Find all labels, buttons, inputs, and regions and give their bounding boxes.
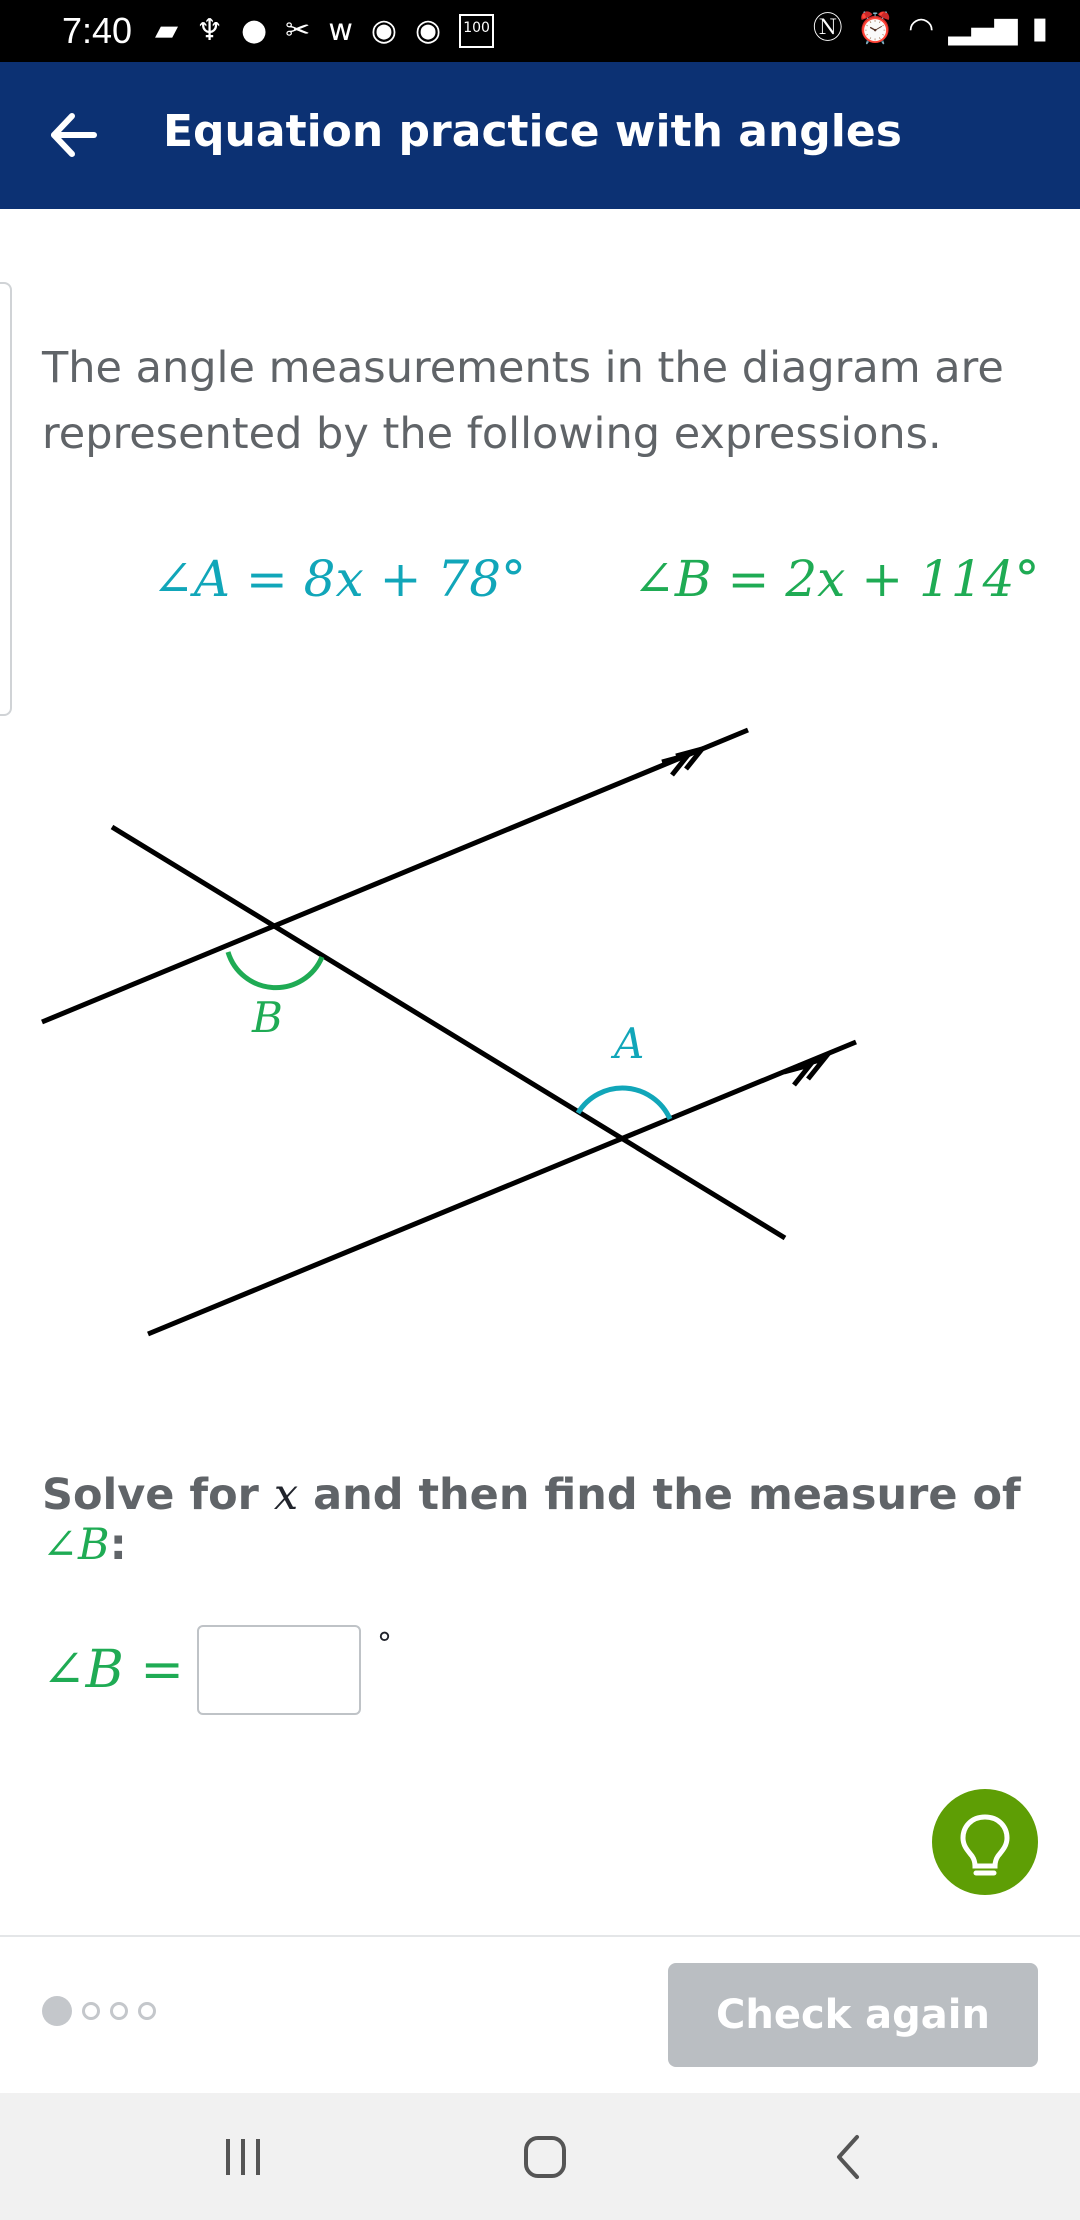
check-again-button[interactable]: Check again bbox=[668, 1963, 1038, 2067]
expression-angle-a: ∠A = 8x + 78° bbox=[152, 550, 526, 608]
progress-indicator bbox=[42, 1996, 156, 2026]
question-prefix: Solve for bbox=[42, 1470, 259, 1520]
battery-saver-icon: 100 bbox=[459, 14, 494, 48]
question-variable: x bbox=[273, 1470, 299, 1520]
status-left-icons bbox=[155, 14, 494, 48]
expression-angle-b: ∠B = 2x + 114° bbox=[633, 550, 1040, 608]
alarm-icon: ⏰ bbox=[856, 11, 895, 46]
chrome-icon: ◉ bbox=[415, 13, 442, 48]
chat-bubble-icon: ▰ bbox=[155, 13, 179, 48]
progress-dot-current bbox=[42, 1996, 72, 2026]
angle-b-arc bbox=[228, 952, 322, 988]
nfc-icon: Ⓝ bbox=[812, 11, 843, 46]
status-time: 7:40 bbox=[62, 10, 133, 51]
transversal-line bbox=[112, 827, 785, 1238]
question-suffix: : bbox=[109, 1520, 127, 1570]
question-text bbox=[42, 1470, 1080, 1570]
page-title: Equation practice with angles bbox=[163, 106, 902, 157]
status-bar bbox=[0, 0, 1080, 62]
answer-input[interactable] bbox=[197, 1625, 361, 1715]
angle-b-label: B bbox=[252, 993, 283, 1042]
back-button[interactable] bbox=[42, 100, 112, 170]
ticket-icon: ✂ bbox=[285, 13, 311, 48]
answer-label: ∠B = bbox=[42, 1640, 184, 1700]
system-nav-bar bbox=[0, 2093, 1080, 2220]
nav-back-icon[interactable] bbox=[813, 2127, 883, 2187]
app-bar bbox=[0, 62, 1080, 209]
parallel-marker-lower bbox=[784, 1059, 824, 1085]
footer-divider bbox=[0, 1935, 1080, 1937]
question-middle: and then find the measure of bbox=[313, 1470, 1021, 1520]
degree-unit: ° bbox=[377, 1626, 392, 1662]
progress-dot bbox=[138, 2002, 156, 2020]
angle-diagram bbox=[0, 700, 1080, 1350]
usb-icon: ♆ bbox=[196, 13, 223, 48]
angle-a-arc bbox=[578, 1088, 670, 1119]
wifi-icon: ◠ bbox=[908, 11, 935, 46]
messenger-icon: ● bbox=[240, 13, 268, 48]
answer-row bbox=[42, 1620, 392, 1720]
side-panel-edge[interactable] bbox=[0, 282, 12, 716]
lightbulb-icon bbox=[932, 1789, 1038, 1895]
parallel-marker-upper bbox=[662, 749, 702, 775]
lower-parallel-line bbox=[148, 1042, 856, 1334]
progress-dot bbox=[82, 2002, 100, 2020]
problem-prompt: The angle measurements in the diagram are represented by the following expressions. bbox=[42, 343, 1004, 459]
angle-a-label: A bbox=[614, 1019, 645, 1068]
chrome-icon: ◉ bbox=[370, 13, 398, 48]
recent-apps-icon[interactable] bbox=[208, 2127, 278, 2187]
battery-icon: ▮ bbox=[1031, 11, 1048, 46]
upper-parallel-line bbox=[42, 730, 748, 1022]
progress-dot bbox=[110, 2002, 128, 2020]
question-target: ∠B bbox=[42, 1520, 110, 1570]
hint-button[interactable] bbox=[932, 1789, 1038, 1895]
home-icon[interactable] bbox=[510, 2127, 580, 2187]
w-app-icon: w bbox=[328, 13, 353, 48]
arrow-left-icon bbox=[42, 100, 112, 170]
status-right-icons bbox=[813, 12, 1048, 46]
signal-icon: ▂▄▆ bbox=[948, 11, 1018, 46]
